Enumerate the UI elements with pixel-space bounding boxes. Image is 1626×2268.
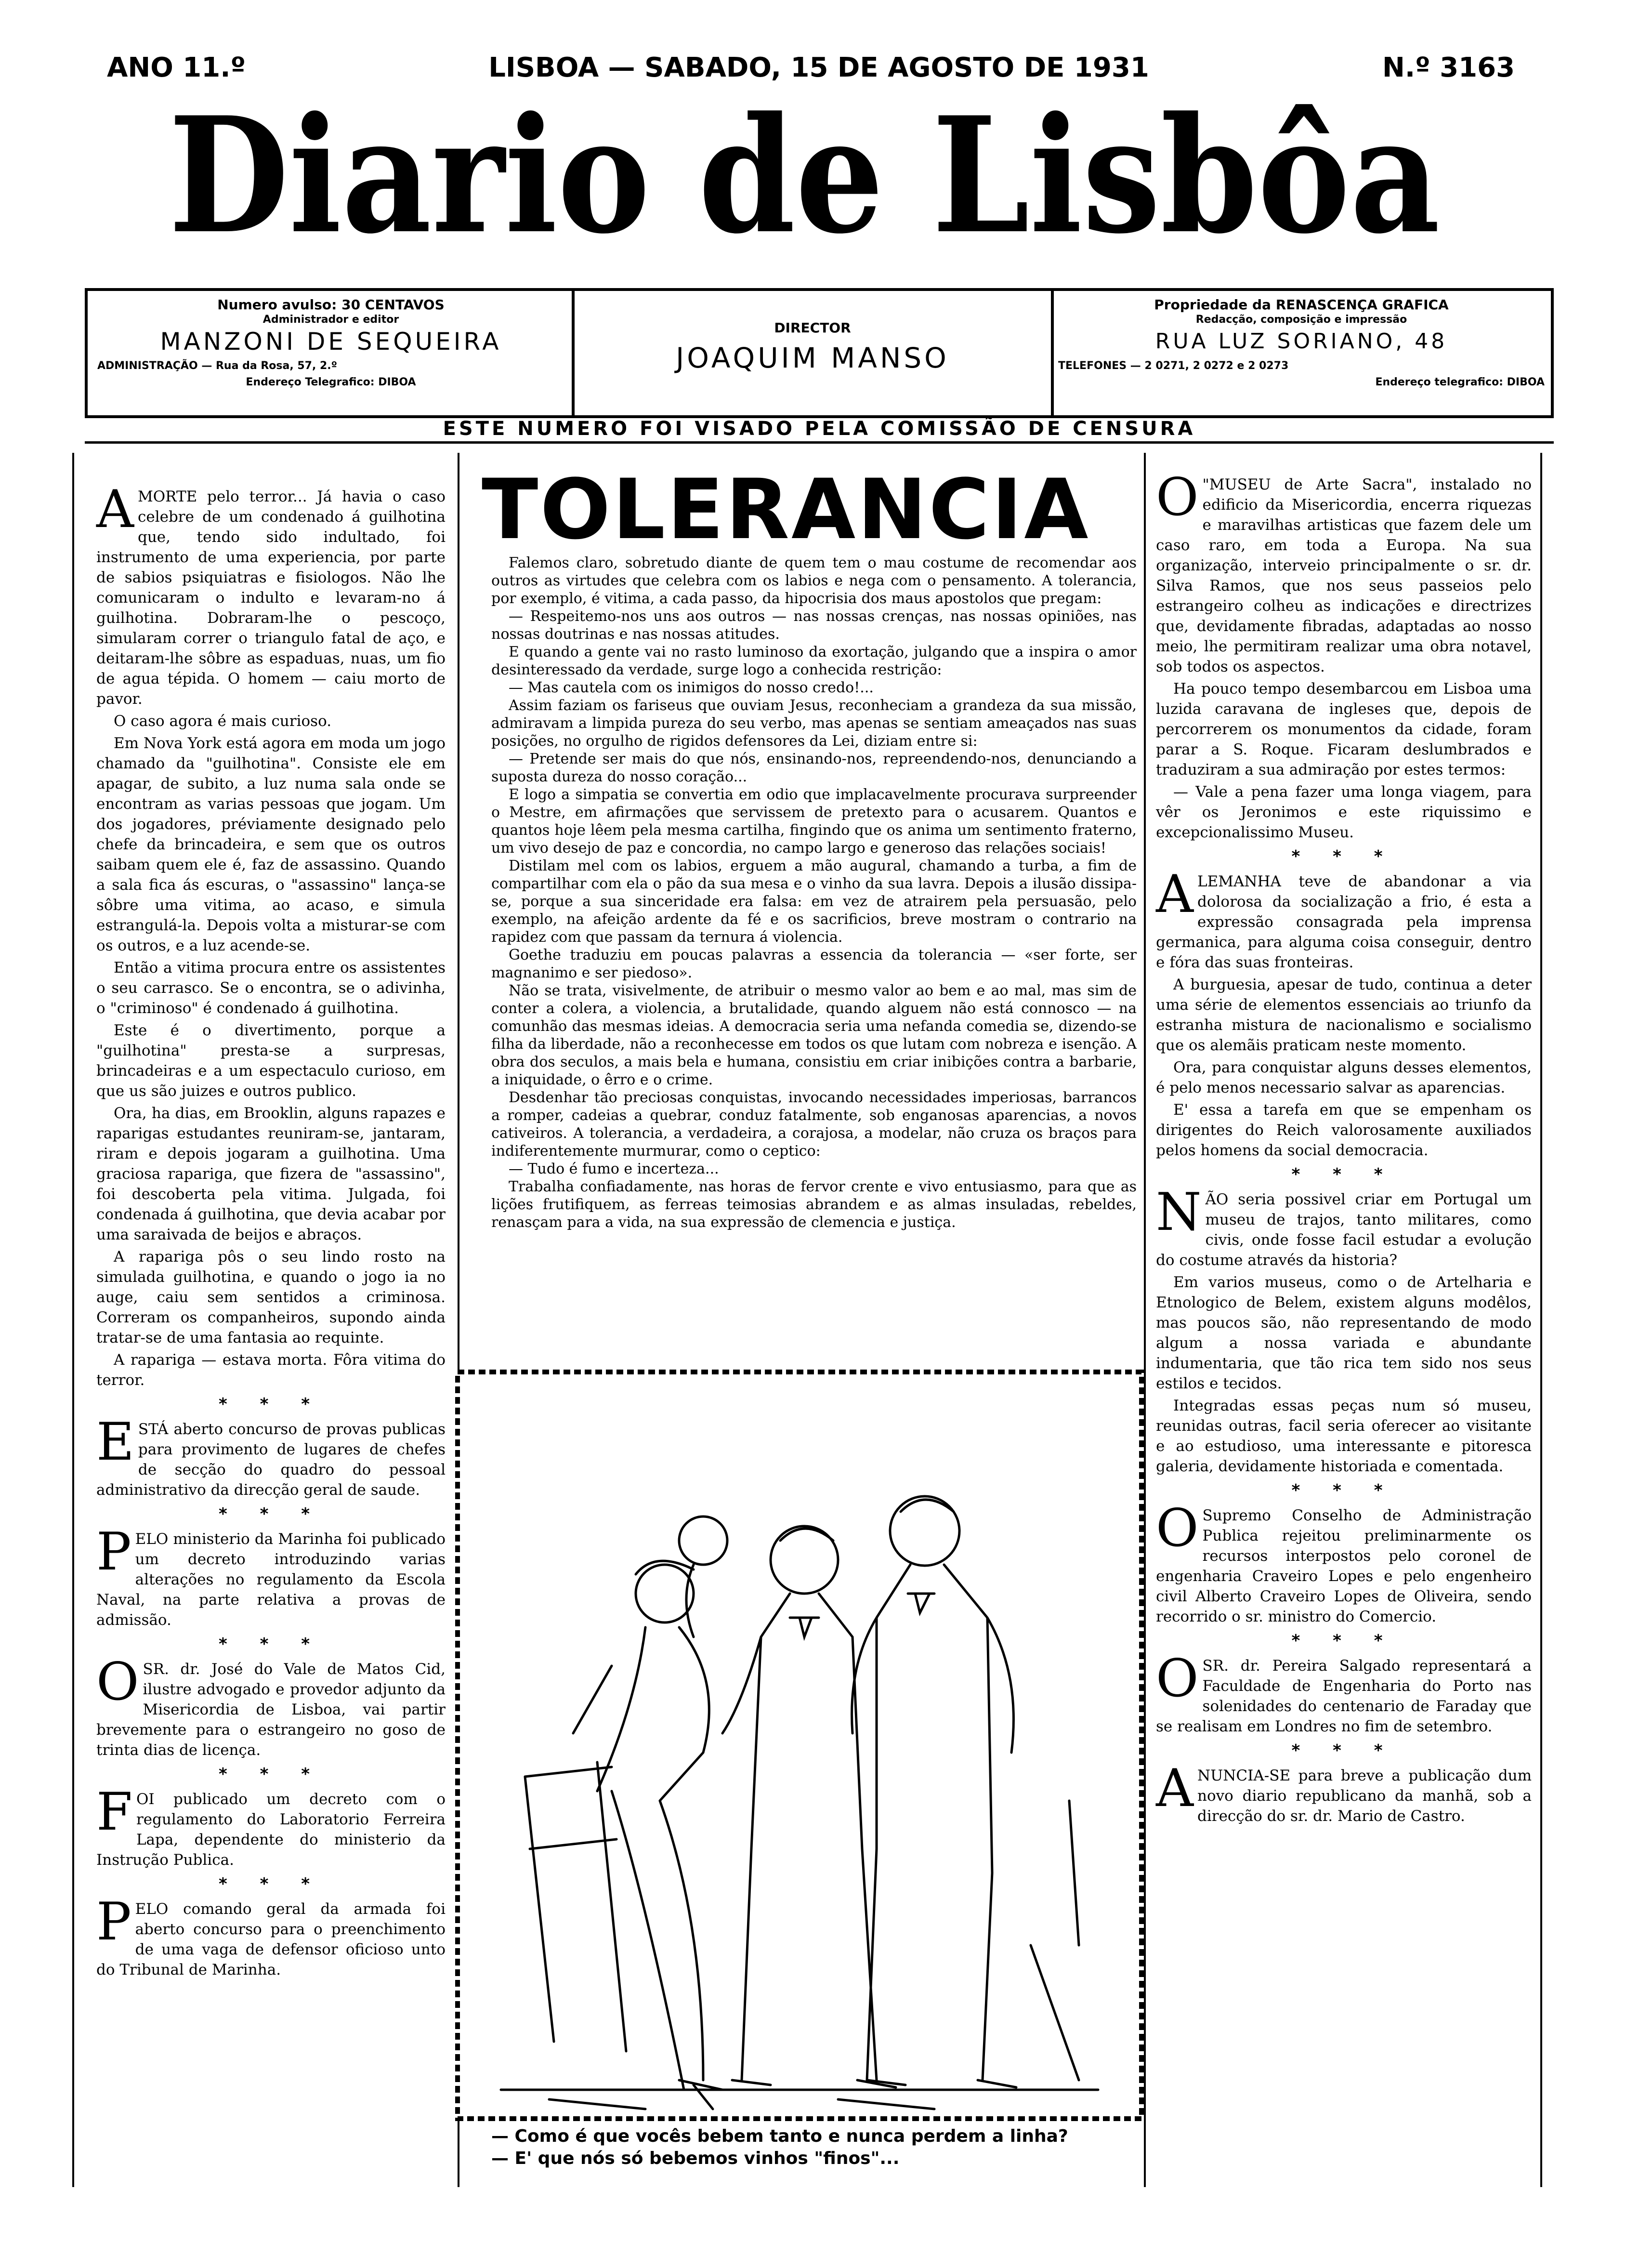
brief-item: PELO ministerio da Marinha foi publicado um decreto introduzindo varias alterações no regulamento da Escola Naval, na parte relativa a provas de admissão. xyxy=(96,1522,446,1629)
section-separator: * * * xyxy=(1291,1741,1396,1760)
issue-year: ANO 11.º xyxy=(107,52,246,83)
section-separator: * * * xyxy=(218,1504,323,1524)
admin-box xyxy=(85,288,1554,418)
masthead-logo xyxy=(159,72,1450,279)
editorial-paragraph: — Pretende ser mais do que nós, ensinando-nos, repreendendo-nos, denunciando a suposta dureza do nosso coração... xyxy=(491,751,1137,785)
admin-telegraph: Endereço Telegrafico: DIBOA xyxy=(246,376,416,388)
section-separator: * * * xyxy=(1291,1631,1396,1650)
cartoon-drawing xyxy=(453,1367,1146,2123)
article-paragraph: ALEMANHA teve de abandonar a via dolorosa da socialização a frio, é esta a expressão consagrada pela imprensa germanica, para alguma coisa conseguir, dentro e fóra das suas fronteiras. xyxy=(1156,864,1532,971)
brief-item: FOI publicado um decreto com o regulamento do Laboratorio Ferreira Lapa, dependente do ministerio da Instrução Publica. xyxy=(96,1782,446,1869)
brief-item: PELO comando geral da armada foi aberto concurso para o preenchimento de uma vaga de defensor oficioso unto do Tribunal de Marinha. xyxy=(96,1892,446,1978)
drop-cap: A xyxy=(96,479,134,540)
left-column xyxy=(96,479,446,1982)
column-rule xyxy=(1540,453,1542,2187)
article-paragraph: A burguesia, apesar de tudo, continua a deter uma série de elementos essenciais ao triunfo da estranha mistura de nacionalismo e socialismo que os alemãis praticam neste momento. xyxy=(1156,976,1532,1054)
editorial-paragraph: — Tudo é fumo e incerteza... xyxy=(509,1160,719,1177)
price: Numero avulso: 30 CENTAVOS xyxy=(217,297,445,313)
article-paragraph: Ora, para conquistar alguns desses elementos, é pelo menos necessario salvar as aparencias. xyxy=(1156,1059,1532,1096)
editorial-paragraph: — Mas cautela com os inimigos do nosso credo!... xyxy=(509,679,874,696)
issue-number: N.º 3163 xyxy=(1382,52,1515,83)
caption-line: — E' que nós só bebemos vinhos "finos"... xyxy=(491,2149,900,2168)
brief-item: OSR. dr. José do Vale de Matos Cid, ilustre advogado e provedor adjunto da Misericordia de Lisboa, vai partir brevemente para o estrangeiro no goso de trinta dias de licença. xyxy=(96,1652,446,1759)
article-paragraph: O caso agora é mais curioso. xyxy=(114,712,332,730)
admin-right xyxy=(1058,297,1545,389)
brief-item: ANUNCIA-SE para breve a publicação dum novo diario republicano da manhã, sob a direcção do sr. dr. Mario de Castro. xyxy=(1156,1758,1532,1825)
editorial-paragraph: Assim faziam os fariseus que ouviam Jesus, reconheciam a grandeza da sua missão, admiravam a limpida pureza do seu verbo, mas apenas se sentiam ameaçados nas suas posições, no orgulho de rigidos defensores da Lei, diziam entre si: xyxy=(491,697,1137,750)
right-column xyxy=(1156,467,1532,1828)
admin-center xyxy=(579,320,1046,373)
article-paragraph: Então a vitima procura entre os assistentes o seu carrasco. Se o encontra, se o adivinha, o "criminoso" é condenado á guilhotina. xyxy=(96,959,446,1017)
article-paragraph: Ha pouco tempo desembarcou em Lisboa uma luzida caravana de ingleses que, depois de percorrerem os monumentos da cidade, foram parar a S. Roque. Ficaram deslumbrados e traduziram a sua admiração por estes termos: xyxy=(1156,680,1532,778)
director-name: JOAQUIM MANSO xyxy=(676,342,949,374)
censorship-notice: ESTE NUMERO FOI VISADO PELA COMISSÃO DE CENSURA xyxy=(85,418,1554,444)
article-paragraph: Em Nova York está agora em moda um jogo chamado da "guilhotina". Consiste ele em apagar, de subito, a luz numa sala onde se encontram as varias pessoas que jogam. Um dos jogadores, préviamente designado pelo chefe da brincadeira, e sem que os outros saibam quem ele é, faz de assassino. Quando a sala fica ás escuras, o "assassino" lança-se sôbre uma vitima, ao acaso, e simula estrangulá-la. Depois volta a misturar-se com os outros, e a luz acende-se. xyxy=(96,735,446,954)
admin-role: Administrador e editor xyxy=(262,314,399,326)
article-paragraph: Ora, ha dias, em Brooklin, alguns rapazes e raparigas estudantes reuniram-se, jantaram, riram e depois jogaram a guilhotina. Uma graciosa rapariga, que fizera de "assassino", foi descoberta pela vitima. Julgada, foi condenada á guilhotina, que devia acabar por uma saraivada de beijos e abraços. xyxy=(96,1105,446,1243)
editorial-paragraph: Não se trata, visivelmente, de atribuir o mesmo valor ao bem e ao mal, mas sim de conter a colera, a violencia, a brutalidade, quando alguem não está connosco — na comunhão das mesmas ideias. A democracia seria uma nefanda comedia se, dizendo-se filha da liberdade, não a reconhecesse em todos os que lutam com nobreza e isenção. A obra dos seculos, a mais bela e humana, consistiu em criar inibições contra a barbarie, a iniquidade, o êrro e o crime. xyxy=(491,982,1137,1088)
cartoon-illustration xyxy=(453,1367,1146,2123)
editorial-paragraph: Desdenhar tão preciosas conquistas, invocando necessidades imperiosas, barrancos a romper, cadeias a quebrar, conduz fatalmente, sob enganosas aparencias, a novos cativeiros. A tolerancia, a verdadeira, a corajosa, a modelar, não cruza os braços para indiferentemente murmurar, como o ceptico: xyxy=(491,1089,1137,1160)
admin-left xyxy=(97,297,564,389)
brief-item: O Supremo Conselho de Administração Publica rejeitou preliminarmente os recursos interpostos pelo coronel de engenharia Craveiro Lopes e pelo engenheiro civil Alberto Craveiro Lopes de Oliveira, sendo recorrido o sr. ministro do Comercio. xyxy=(1156,1498,1532,1625)
dateline: LISBOA — SABADO, 15 DE AGOSTO DE 1931 xyxy=(488,52,1149,83)
editorial-paragraph: Trabalha confiadamente, nas horas de fervor crente e vivo entusiasmo, para que as lições frutifiquem, as ferreas teimosias abrandem e as almas insuladas, rebeldes, renasçam para a vida, na sua expressão de clemencia e justiça. xyxy=(491,1178,1137,1231)
article-paragraph: NÃO seria possivel criar em Portugal um museu de trajos, tanto militares, como civis, onde fosse facil estudar a evolução do costume através da historia? xyxy=(1156,1182,1532,1269)
right-telegraph: Endereço telegrafico: DIBOA xyxy=(1375,376,1545,388)
column-rule xyxy=(72,453,74,2187)
caption-line: — Como é que vocês bebem tanto e nunca perdem a linha? xyxy=(491,2126,1068,2146)
article-paragraph: Este é o divertimento, porque a "guilhotina" presta-se a surpresas, brincadeiras e a um espectaculo curioso, em que us são juizes e outros publico. xyxy=(96,1022,446,1100)
article-paragraph: A rapariga pôs o seu lindo rosto na simulada guilhotina, e quando o jogo ia no auge, caiu sem sentidos a criminosa. Correram os companheiros, supondo ainda tratar-se de uma fantasia ao requinte. xyxy=(96,1248,446,1346)
editorial-paragraph: E quando a gente vai no rasto luminoso da exortação, julgando que a inspira o amor desinteressado da verdade, surge logo a conhecida restrição: xyxy=(491,644,1137,678)
masthead-title: Diario de Lisbôa xyxy=(169,82,1440,269)
editorial-paragraph: E logo a simpatia se convertia em odio que implacavelmente procurava surpreender o Mestre, em afirmações que servissem de pretexto para o acusarem. Quantos e quantos hoje lêem pela mesma cartilha, fingindo que os anima um sentimento fraterno, um vivo desejo de paz e concordia, no campo largo e generoso das relações sociais! xyxy=(491,786,1137,857)
editorial-paragraph: Distilam mel com os labios, erguem a mão augural, chamando a turba, a fim de compartilhar com ela o pão da sua mesa e o vinho da sua lavra. Depois a ilusão dissipa-se, porque a sua sinceridade era falsa: em vez de atrairem pela persuasão, pelo exemplo, na afeição ardente da fé e os sacrificios, breve mostram o contrario na rapidez com que passam da ternura á violencia. xyxy=(491,857,1137,946)
article-paragraph: O "MUSEU de Arte Sacra", instalado no edificio da Misericordia, encerra riquezas e maravilhas artisticas que fazem dele um caso raro, em toda a Europa. Na sua organização, interveio principalmente o sr. dr. Silva Ramos, que nos seus passeios pelo estrangeiro colheu as indicações e directrizes que, devidamente fibradas, adaptadas ao nosso meio, lhe permitiram realizar uma obra notavel, sob todos os aspectos. xyxy=(1156,467,1532,675)
editorial-paragraph: Goethe traduziu em poucas palavras a essencia da tolerancia — «ser forte, ser magnanimo e ser piedoso». xyxy=(491,947,1137,981)
article-paragraph: Em varios museus, como o de Artelharia e Etnologico de Belem, existem alguns modêlos, mas poucos são, não representando de modo algum a nossa variada e abundante indumentaria, que tão rica tem sido nos seus estilos e tecidos. xyxy=(1156,1274,1532,1392)
section-separator: * * * xyxy=(1291,847,1396,866)
article-paragraph: E' essa a tarefa em que se empenham os dirigentes do Reich valorosamente auxiliados pelos homens da social democracia. xyxy=(1156,1101,1532,1159)
editorial-body xyxy=(491,554,1137,1231)
phones: TELEFONES — 2 0271, 2 0272 e 2 0273 xyxy=(1058,360,1289,372)
services: Redacção, composição e impressão xyxy=(1195,314,1407,326)
owner: Propriedade da RENASCENÇA GRAFICA xyxy=(1154,297,1449,313)
editorial-paragraph: — Respeitemo-nos uns aos outros — nas nossas crenças, nas nossas opiniões, nas nossas doutrinas e nas nossas atitudes. xyxy=(491,608,1137,643)
brief-item: ESTÁ aberto concurso de provas publicas para provimento de lugares de chefes de secção do quadro do pessoal administrativo da direcção geral de saude. xyxy=(96,1412,446,1499)
section-separator: * * * xyxy=(218,1635,323,1654)
editorial-title: TOLERANCIA xyxy=(482,461,1090,558)
article-paragraph: AMORTE pelo terror... Já havia o caso celebre de um condenado á guilhotina que, tendo sido indultado, foi instrumento de uma experiencia, por parte de sabios psiquiatras e fisiologos. Não lhe comunicaram o indulto e levaram-no á guilhotina. Dobraram-lhe o pescoço, simularam correr o triangulo fatal de aço, e deitaram-lhe sôbre as espaduas, nuas, um fio de agua tépida. O homem — caiu morto de pavor. xyxy=(96,479,446,708)
article-paragraph: Integradas essas peças num só museu, reunidas outras, facil seria oferecer ao visitante e ao estudioso, uma interessante e pitoresca galeria, devidamente historiada e comentada. xyxy=(1156,1397,1532,1475)
section-separator: * * * xyxy=(1291,1165,1396,1184)
article-paragraph: — Vale a pena fazer uma longa viagem, para vêr os Jeronimos e este riquissimo e excepcionalissimo Museu. xyxy=(1156,783,1532,841)
box-divider xyxy=(572,291,575,415)
section-separator: * * * xyxy=(218,1395,323,1414)
office-address: RUA LUZ SORIANO, 48 xyxy=(1155,329,1448,354)
section-separator: * * * xyxy=(218,1874,323,1894)
box-divider xyxy=(1051,291,1054,415)
admin-address: ADMINISTRAÇÃO — Rua da Rosa, 57, 2.º xyxy=(97,360,338,372)
section-separator: * * * xyxy=(218,1765,323,1784)
cartoon-caption xyxy=(491,2125,1117,2170)
director-label: DIRECTOR xyxy=(774,320,851,336)
admin-name: MANZONI DE SEQUEIRA xyxy=(160,328,502,356)
brief-item: OSR. dr. Pereira Salgado representará a Faculdade de Engenharia do Porto nas solenidades do centenario de Faraday que se realisam em Londres no fim de setembro. xyxy=(1156,1648,1532,1735)
masthead xyxy=(159,72,1450,279)
article-paragraph: A rapariga — estava morta. Fôra vitima do terror. xyxy=(96,1351,446,1389)
editorial-paragraph: Falemos claro, sobretudo diante de quem tem o mau costume de recomendar aos outros as virtudes que celebra com os labios e nega com o pensamento. A tolerancia, por exemplo, é vitima, a cada passo, da hipocrisia dos maus apostolos que pregam: xyxy=(491,554,1137,607)
section-separator: * * * xyxy=(1291,1481,1396,1500)
